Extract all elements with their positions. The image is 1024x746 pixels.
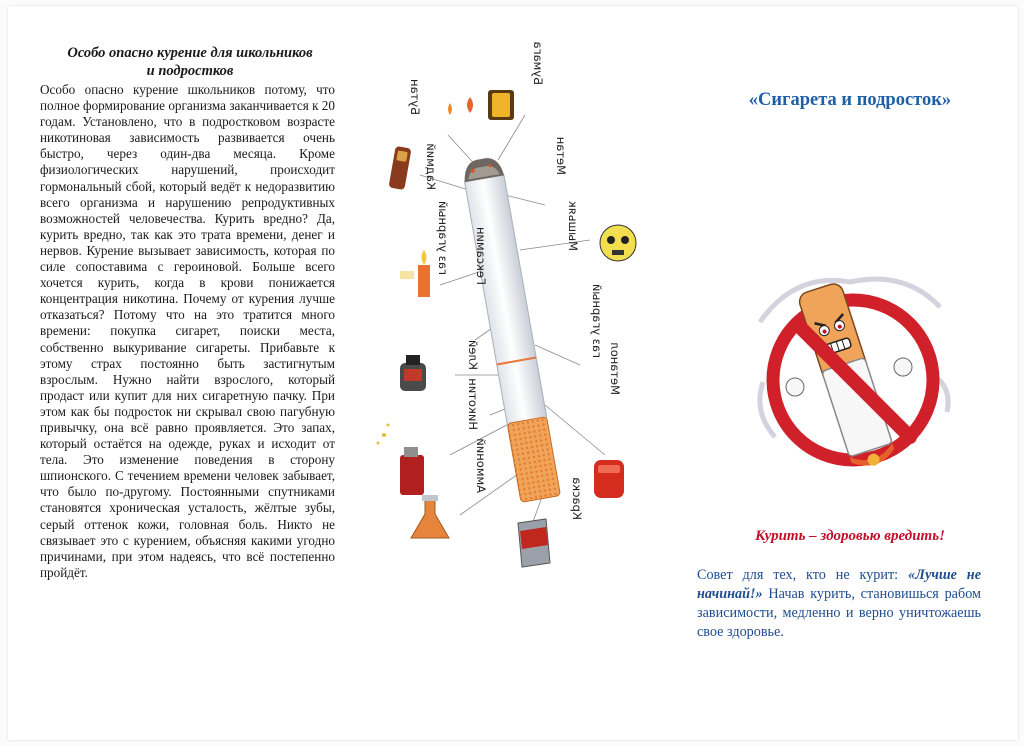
paint-bucket-icon [518, 519, 550, 567]
battery-icon [388, 146, 411, 190]
left-heading-line2: и подростков [146, 63, 234, 79]
glue-bottle-icon [400, 355, 426, 391]
label-gaz-ugarny-2: газ угарный [590, 283, 604, 358]
label-geksamin: Гексамин [474, 226, 488, 285]
label-gaz-ugarny-1: газ угарный [436, 200, 450, 275]
fuel-canister-icon [594, 460, 624, 498]
advice-paragraph [697, 566, 981, 642]
label-metanol: Метанол [608, 342, 622, 395]
candle-icon [400, 250, 430, 297]
left-heading [34, 44, 346, 80]
right-heading: «Сигарета и подросток» [748, 90, 952, 110]
lighter-icon [448, 90, 514, 120]
label-ammoniy: Аммоний [474, 438, 488, 493]
cigarette-illustration [370, 75, 670, 600]
skull-poison-icon [600, 225, 636, 261]
label-kraska: Краска [570, 477, 584, 520]
label-metan: Метан [554, 136, 568, 175]
slogan: Курить – здоровью вредить! [755, 528, 945, 544]
label-kadmiy: Кадмий [424, 143, 438, 190]
cigarette-ingredients-diagram [370, 41, 670, 600]
flask-icon [411, 495, 449, 538]
label-kley: Клей [466, 339, 480, 370]
advice-lead: Совет для тех, кто не курит: [697, 567, 908, 583]
advice-rest: Начав курить, становишься рабом зависимости, медленно и верно уничтожаешь свое здоровье. [697, 586, 981, 640]
spray-can-icon [377, 424, 425, 496]
left-heading-line1: Особо опасно курение для школьников [67, 45, 313, 61]
left-body-text: Особо опасно курение школьников потому, что полное формирование организма заканчивается к 20 годам. Установлено, что в подростковом возрасте никотиновая зависимость развивается очень быстро, через один-два месяца. Кроме физиологических нарушений, происходит гормональный сбой, который ведёт к недоразвитию всего организма и нарушению репродуктивных возможностей человечества. Курить вредно? Да, курить вредно, так как это трата времени, денег и нервов. Курение вызывает зависимость, которая по силе сопоставима с героиновой. Больше всего хочется курить, когда в крови понижается концентрация никотина. Почему от курения лучше отказаться? Потому что на это тратится много времени: покупка сигарет, поиски места, собственно выкуривание сигареты. Прибавьте к этому страх постоянно быть застигнутым взрослым. Нужно найти взрослого, который продаст или купит для них сигаретную пачку. При этом как бы подросток ни скрывал свою пагубную привычку, она всё равно проявляется. Это запах, который остаётся на одежде, руках и исходит от тела. Это изменение поведения в сторону шпионского. С течением времени человек забывает, что было по-другому. Постоянными спутниками становятся хроническая усталость, жёлтые зубы, серый оттенок кожи, головная боль. Никто не связывает это с курением, объясняя какими угодно причинами, при этом надеясь, что всё постепенно пройдёт. [40, 82, 335, 580]
no-smoking-icon [755, 262, 955, 477]
label-butan: Бутан [408, 79, 422, 115]
no-smoking-sign [755, 262, 955, 477]
label-nikotin: Никотин [466, 378, 480, 430]
label-myshyak: Мышьяк [566, 200, 580, 251]
label-bumaga: Бумага [531, 41, 545, 85]
advice-emphasis: «Лучше не начинай!» [697, 567, 981, 602]
